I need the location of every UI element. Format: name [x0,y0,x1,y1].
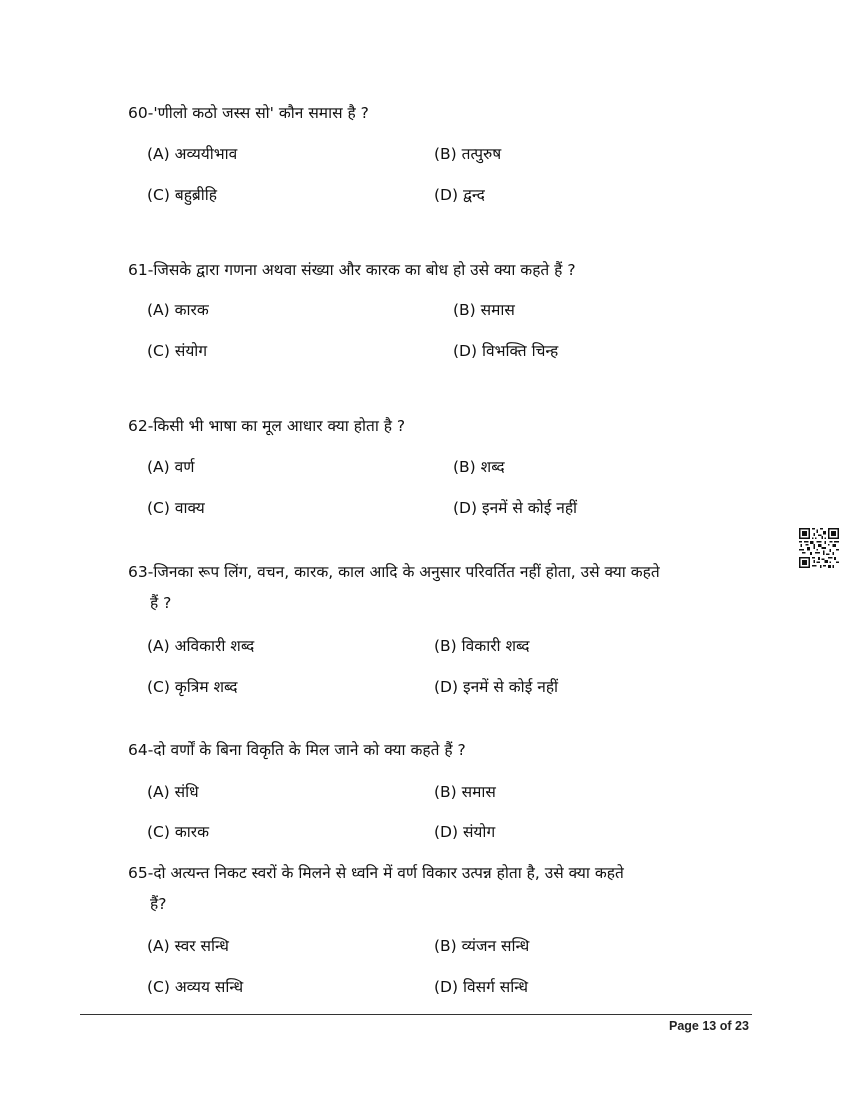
footer-divider [80,1014,752,1015]
question-62-option-b[interactable]: (B) शब्द [453,458,505,476]
question-60-option-d[interactable]: (D) द्वन्द [434,186,485,204]
qr-code-icon [799,528,839,568]
question-65-option-d[interactable]: (D) विसर्ग सन्धि [434,978,529,996]
question-63-line-2: हैं ? [150,594,172,612]
question-63-option-c[interactable]: (C) कृत्रिम शब्द [147,678,238,696]
question-61-option-d[interactable]: (D) विभक्ति चिन्ह [453,342,559,360]
question-63-option-d[interactable]: (D) इनमें से कोई नहीं [434,678,559,696]
question-64-option-b[interactable]: (B) समास [434,783,496,801]
question-62: 62-किसी भी भाषा का मूल आधार क्या होता है ? [128,417,406,435]
question-60-option-b[interactable]: (B) तत्पुरुष [434,145,502,163]
question-60-option-a[interactable]: (A) अव्ययीभाव [147,145,238,163]
question-60: 60-'णीलो कठो जस्स सो' कौन समास है ? [128,104,369,122]
question-65-line-1: 65-दो अत्यन्त निकट स्वरों के मिलने से ध्वनि में वर्ण विकार उत्पन्न होता है, उसे क्या कहते [128,864,624,882]
question-62-option-c[interactable]: (C) वाक्य [147,499,205,517]
question-65-option-a[interactable]: (A) स्वर सन्धि [147,937,229,955]
question-61: 61-जिसके द्वारा गणना अथवा संख्या और कारक का बोध हो उसे क्या कहते हैं ? [128,261,576,279]
question-64-option-d[interactable]: (D) संयोग [434,823,496,841]
question-61-option-a[interactable]: (A) कारक [147,301,209,319]
question-64-option-a[interactable]: (A) संधि [147,783,199,801]
question-60-option-c[interactable]: (C) बहुब्रीहि [147,186,218,204]
question-61-option-c[interactable]: (C) संयोग [147,342,208,360]
question-63-option-b[interactable]: (B) विकारी शब्द [434,637,530,655]
question-64-option-c[interactable]: (C) कारक [147,823,210,841]
question-62-option-a[interactable]: (A) वर्ण [147,458,195,476]
question-65-option-c[interactable]: (C) अव्यय सन्धि [147,978,244,996]
question-61-option-b[interactable]: (B) समास [453,301,515,319]
question-63-option-a[interactable]: (A) अविकारी शब्द [147,637,255,655]
question-65-option-b[interactable]: (B) व्यंजन सन्धि [434,937,530,955]
page-number: Page 13 of 23 [669,1019,749,1033]
question-64: 64-दो वर्णों के बिना विकृति के मिल जाने को क्या कहते हैं ? [128,741,466,759]
question-65 [128,858,750,920]
question-62-option-d[interactable]: (D) इनमें से कोई नहीं [453,499,578,517]
question-65-line-2: हैं? [150,895,167,913]
question-63-line-1: 63-जिनका रूप लिंग, वचन, कारक, काल आदि के अनुसार परिवर्तित नहीं होता, उसे क्या कहते [128,563,660,581]
question-63 [128,557,750,619]
